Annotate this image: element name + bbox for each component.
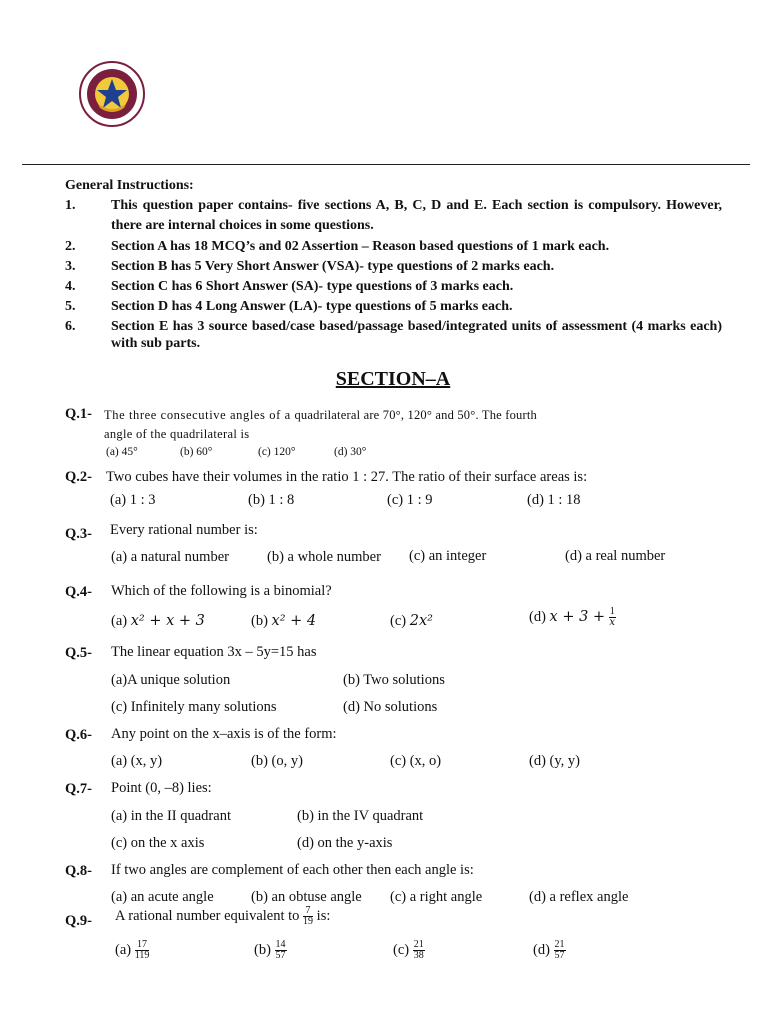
fraction-numerator: 14 <box>275 939 286 950</box>
question-text-part: quadrilateral are 70°, 120° and 50°. The fourth <box>294 408 537 422</box>
instruction-number: 1. <box>65 198 76 213</box>
option: (c) Infinitely many solutions <box>111 699 277 715</box>
question-text <box>104 408 537 423</box>
option: (c) a right angle <box>390 889 483 905</box>
fraction <box>554 940 566 961</box>
question-number: Q.3- <box>65 526 92 542</box>
option-label: (b) <box>254 941 271 958</box>
fraction <box>303 906 313 927</box>
option: (b) (o, y) <box>251 753 303 769</box>
fraction <box>413 940 425 961</box>
instruction-number: 3. <box>65 259 76 274</box>
instruction-number: 6. <box>65 319 76 334</box>
option: (a) 45° <box>106 446 138 458</box>
option: (a) 1 : 3 <box>110 492 156 508</box>
question-text-part: A rational number equivalent to <box>115 907 300 924</box>
option: (a) an acute angle <box>111 889 214 905</box>
header-rule <box>22 164 750 165</box>
option: (a) in the II quadrant <box>111 808 231 824</box>
option: (d) on the y-axis <box>297 835 393 851</box>
option: (d) a reflex angle <box>529 889 629 905</box>
question-number: Q.5- <box>65 645 92 661</box>
fraction-denominator: 57 <box>554 950 565 961</box>
option <box>115 940 149 961</box>
option: (c) 120° <box>258 446 296 458</box>
math-expression: x² + x + 3 <box>130 613 205 629</box>
question-text: Any point on the x–axis is of the form: <box>111 726 337 742</box>
option <box>393 940 425 961</box>
question-text: Point (0, –8) lies: <box>111 780 212 796</box>
fraction-denominator: x <box>609 617 616 628</box>
math-expression: x + 3 + <box>549 608 606 625</box>
instruction-text: Section C has 6 Short Answer (SA)- type questions of 3 marks each. <box>111 279 514 294</box>
option: (d) No solutions <box>343 699 438 715</box>
fraction-numerator: 7 <box>303 906 313 917</box>
question-text <box>115 906 330 927</box>
option <box>390 613 433 630</box>
option-label: (a) <box>115 941 132 958</box>
option-label: (d) <box>529 608 546 625</box>
instruction-text: This question paper contains- five sections A, B, C, D and E. Each section is compulsory. However, there are internal choices in some questions. <box>111 198 722 233</box>
instruction-item <box>65 257 722 277</box>
option: (b) in the IV quadrant <box>297 808 424 824</box>
option-label: (b) <box>251 613 268 629</box>
option: (c) 1 : 9 <box>387 492 433 508</box>
fraction-denominator: 57 <box>275 950 286 961</box>
option: (b) 60° <box>180 446 213 458</box>
instruction-text: Section D has 4 Long Answer (LA)- type questions of 5 marks each. <box>111 299 513 314</box>
instructions-title: General Instructions: <box>65 178 194 193</box>
fraction-numerator: 17 <box>135 940 150 951</box>
instruction-number: 2. <box>65 239 76 254</box>
option: (a)A unique solution <box>111 672 231 688</box>
option-label: (c) <box>390 613 407 629</box>
instruction-item <box>65 196 722 236</box>
question-number: Q.4- <box>65 584 92 600</box>
fraction-denominator: 38 <box>413 950 424 961</box>
fraction-numerator: 1 <box>609 606 615 617</box>
option: (b) Two solutions <box>343 672 445 688</box>
fraction <box>609 607 616 628</box>
fraction-numerator: 21 <box>413 939 424 950</box>
question-text-line: angle of the quadrilateral is <box>104 427 250 441</box>
fraction <box>275 940 287 961</box>
option-label: (d) <box>533 941 550 958</box>
math-expression: x² + 4 <box>271 613 317 629</box>
option: (d) (y, y) <box>529 753 580 769</box>
option: (b) an obtuse angle <box>251 889 362 905</box>
fraction-denominator: 119 <box>134 950 150 961</box>
option-label: (c) <box>393 941 410 958</box>
option <box>254 940 287 961</box>
option: (d) 1 : 18 <box>527 492 581 508</box>
section-title: SECTION–A <box>335 368 451 390</box>
option: (c) an integer <box>409 548 487 564</box>
school-logo <box>78 60 146 128</box>
option: (c) on the x axis <box>111 835 205 851</box>
option <box>529 607 616 628</box>
fraction-denominator: 19 <box>303 916 314 927</box>
option: (d) 30° <box>334 446 367 458</box>
instruction-item <box>65 237 722 257</box>
question-text-part: is: <box>316 907 331 924</box>
option-label: (a) <box>111 613 128 629</box>
instruction-number: 5. <box>65 299 76 314</box>
question-number: Q.2- <box>65 469 92 485</box>
option <box>111 613 205 630</box>
question-number: Q.6- <box>65 727 92 743</box>
option <box>533 940 566 961</box>
instruction-item <box>65 318 722 352</box>
question-number: Q.7- <box>65 781 92 797</box>
fraction-numerator: 21 <box>554 939 565 950</box>
fraction <box>135 940 150 961</box>
option <box>251 613 316 630</box>
math-expression: 2x² <box>409 613 433 629</box>
question-number: Q.8- <box>65 863 92 879</box>
question-text-part: The three consecutive angles of a <box>104 408 291 422</box>
option: (c) (x, o) <box>390 753 442 769</box>
instruction-text: Section B has 5 Very Short Answer (VSA)- type questions of 2 marks each. <box>111 259 555 274</box>
question-text: Every rational number is: <box>110 522 258 538</box>
instruction-item <box>65 277 722 297</box>
option: (b) 1 : 8 <box>248 492 295 508</box>
option: (a) (x, y) <box>111 753 163 769</box>
option: (a) a natural number <box>111 549 229 565</box>
instruction-item <box>65 297 722 317</box>
question-text: The linear equation 3x – 5y=15 has <box>111 644 317 660</box>
question-text: Two cubes have their volumes in the ratio 1 : 27. The ratio of their surface areas is: <box>106 469 588 485</box>
instruction-text: Section E has 3 source based/case based/passage based/integrated units of assessment (4 marks each) with sub parts. <box>111 319 722 351</box>
option: (d) a real number <box>565 548 666 564</box>
option: (b) a whole number <box>267 549 381 565</box>
question-number: Q.9- <box>65 913 92 929</box>
instruction-text: Section A has 18 MCQ’s and 02 Assertion – Reason based questions of 1 mark each. <box>111 239 610 254</box>
question-text: If two angles are complement of each other then each angle is: <box>111 862 474 878</box>
question-number: Q.1- <box>65 406 92 422</box>
instruction-number: 4. <box>65 279 76 294</box>
question-text: Which of the following is a binomial? <box>111 583 332 599</box>
